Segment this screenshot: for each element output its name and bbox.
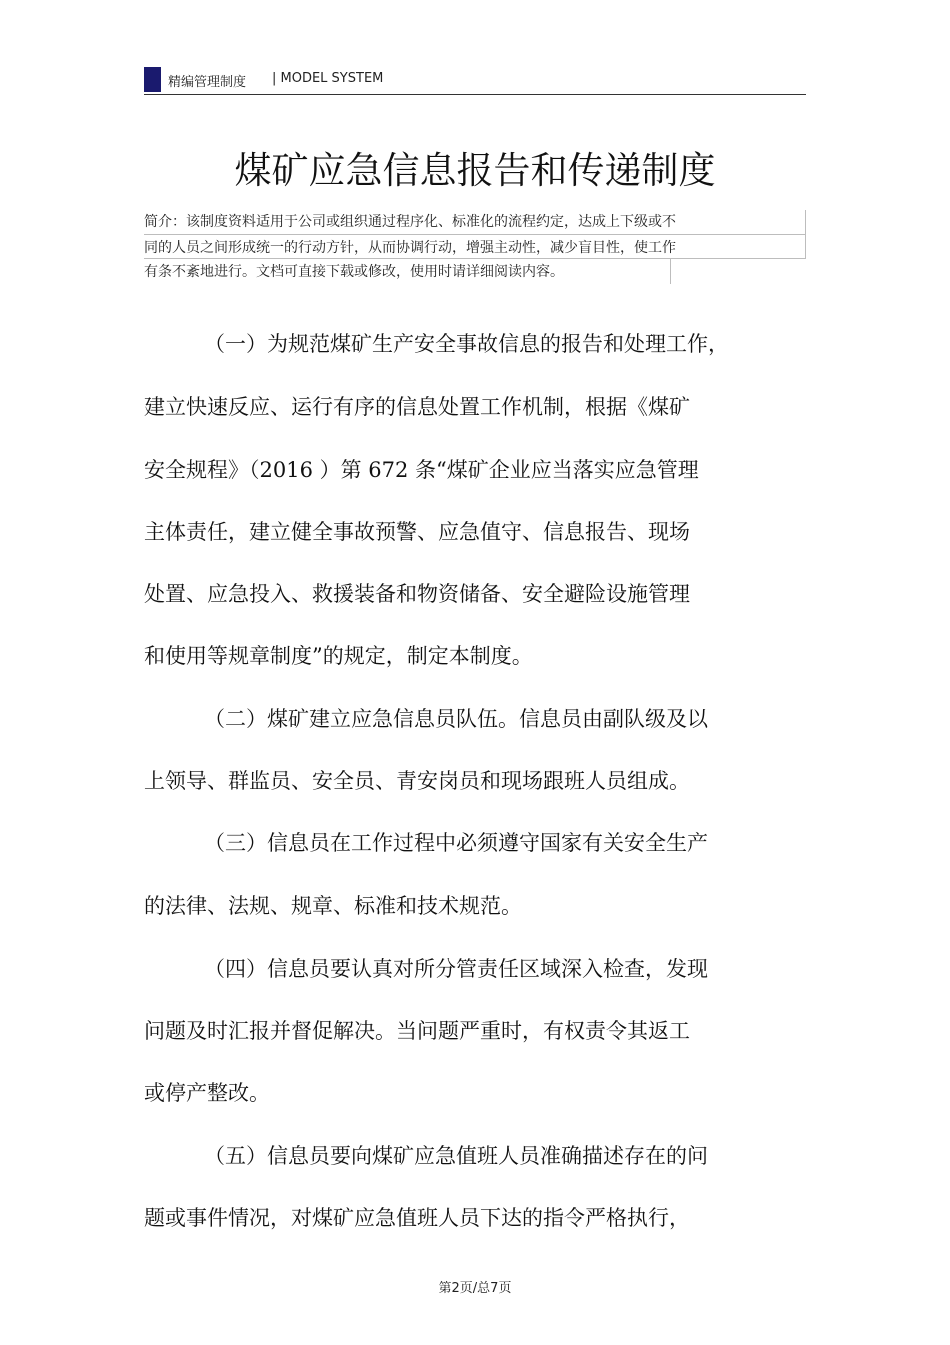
body-line: （二）煤矿建立应急信息员队伍。信息员由副队级及以 [204,707,708,731]
body-line: （三）信息员在工作过程中必须遵守国家有关安全生产 [204,831,708,855]
body-line: 的法律、法规、规章、标准和技术规范。 [144,894,522,918]
body-line: 处置、应急投入、救援装备和物资储备、安全避险设施管理 [144,582,690,606]
body-line: 安全规程》（2016 ）第 672 条“煤矿企业应当落实应急管理 [144,458,699,482]
body-line: （一）为规范煤矿生产安全事故信息的报告和处理工作， [204,332,729,356]
intro-border-bottom-right [670,258,671,284]
intro-line-3: 有条不紊地进行。文档可直接下载或修改，使用时请详细阅读内容。 [144,264,564,280]
body-line: 建立快速反应、运行有序的信息处置工作机制，根据《煤矿 [144,395,690,419]
header-brand: 精编管理制度 [168,75,247,90]
page-header [144,66,806,94]
brand-logo-icon [144,67,161,92]
intro-box [144,210,806,284]
body-line: 主体责任，建立健全事故预警、应急值守、信息报告、现场 [144,520,690,544]
body-line: （四）信息员要认真对所分管责任区域深入检查，发现 [204,957,708,981]
intro-line-1: 简介：该制度资料适用于公司或组织通过程序化、标准化的流程约定，达成上下级或不 [144,214,676,230]
intro-line-2: 同的人员之间形成统一的行动方针，从而协调行动，增强主动性，减少盲目性，使工作 [144,240,676,256]
body-line: 题或事件情况，对煤矿应急值班人员下达的指令严格执行， [144,1206,690,1230]
body-line: 问题及时汇报并督促解决。当问题严重时，有权责令其返工 [144,1019,690,1043]
header-subtitle: | MODEL SYSTEM [272,71,384,86]
intro-border-top-right [805,210,806,234]
intro-border-lower [144,258,806,259]
document-title: 煤矿应急信息报告和传递制度 [234,149,716,192]
body-line: 和使用等规章制度”的规定，制定本制度。 [144,644,533,668]
header-divider [144,94,806,95]
page-number: 第2页/总7页 [438,1281,512,1296]
intro-border-mid-right [805,234,806,258]
body-line: 上领导、群监员、安全员、青安岗员和现场跟班人员组成。 [144,769,690,793]
intro-border-mid [144,234,806,235]
body-line: 或停产整改。 [144,1081,270,1105]
body-line: （五）信息员要向煤矿应急值班人员准确描述存在的问 [204,1144,708,1168]
